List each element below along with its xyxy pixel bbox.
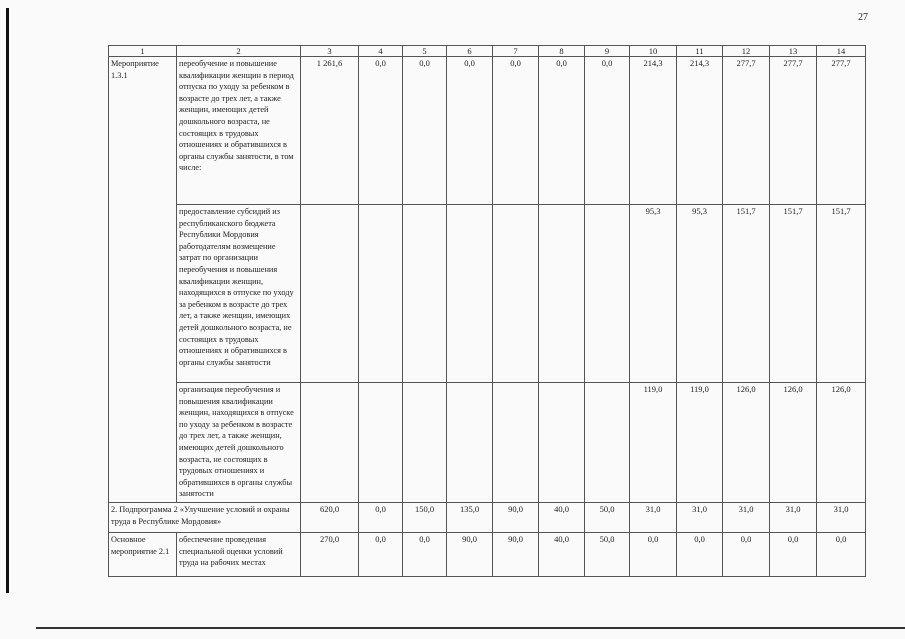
col-header: 4 <box>359 46 403 57</box>
col-header: 8 <box>539 46 585 57</box>
row-description: обеспечение проведения специальной оценки условий труда на рабочих местах <box>177 533 301 577</box>
value-cell <box>493 383 539 503</box>
value-cell: 31,0 <box>677 503 723 533</box>
row-description: переобучение и повышение квалификации женщин в период отпуска по уходу за ребенком в возрасте до трех лет, а также женщин, имеющих детей дошкольного возраста, не состоящих в трудовых отношениях и обратившихся в органы службы занятости, в том числе: <box>177 57 301 205</box>
value-cell: 0,0 <box>403 533 447 577</box>
value-cell <box>539 205 585 383</box>
table-row <box>109 57 866 205</box>
value-cell: 1 261,6 <box>301 57 359 205</box>
value-cell: 0,0 <box>723 533 770 577</box>
table-row <box>109 503 866 533</box>
table-row <box>109 383 866 503</box>
value-cell: 31,0 <box>723 503 770 533</box>
value-cell: 0,0 <box>539 57 585 205</box>
col-header: 9 <box>585 46 630 57</box>
value-cell: 31,0 <box>630 503 677 533</box>
row-label: Основное мероприятие 2.1 <box>109 533 177 577</box>
value-cell <box>493 205 539 383</box>
row-description: предоставление субсидий из республиканского бюджета Республики Мордовия работодателям возмещение затрат по организации переобучения и повышения квалификации женщин, находящихся в отпуске по уходу за ребенком в возрасте до трех лет, а также женщин, имеющих детей дошкольного возраста, не состоящих в трудовых отношениях и обратившихся в органы службы занятости <box>177 205 301 383</box>
value-cell <box>301 205 359 383</box>
value-cell: 90,0 <box>447 533 493 577</box>
value-cell: 40,0 <box>539 503 585 533</box>
value-cell: 0,0 <box>493 57 539 205</box>
page-number: 27 <box>858 12 868 23</box>
value-cell: 31,0 <box>770 503 817 533</box>
header-row <box>109 46 866 57</box>
value-cell: 0,0 <box>630 533 677 577</box>
col-header: 12 <box>723 46 770 57</box>
row-label: Мероприятие 1.3.1 <box>109 57 177 503</box>
budget-table <box>108 45 866 577</box>
value-cell: 277,7 <box>770 57 817 205</box>
col-header: 11 <box>677 46 723 57</box>
col-header: 5 <box>403 46 447 57</box>
col-header: 6 <box>447 46 493 57</box>
bottom-rule <box>36 627 905 629</box>
table-row <box>109 205 866 383</box>
value-cell: 0,0 <box>359 57 403 205</box>
value-cell: 620,0 <box>301 503 359 533</box>
col-header: 3 <box>301 46 359 57</box>
table-row <box>109 533 866 577</box>
value-cell: 95,3 <box>630 205 677 383</box>
value-cell: 126,0 <box>817 383 866 503</box>
value-cell: 151,7 <box>723 205 770 383</box>
col-header: 2 <box>177 46 301 57</box>
value-cell <box>585 383 630 503</box>
binding-edge <box>6 8 9 593</box>
value-cell: 151,7 <box>817 205 866 383</box>
value-cell: 0,0 <box>359 503 403 533</box>
value-cell <box>585 205 630 383</box>
col-header: 10 <box>630 46 677 57</box>
row-description: организация переобучения и повышения квалификации женщин, находящихся в отпуске по уходу за ребенком в возрасте до трех лет, а также женщин, имеющих детей дошкольного возраста, не состоящих в трудовых отношениях и обратившихся в органы службы занятости <box>177 383 301 503</box>
value-cell: 0,0 <box>677 533 723 577</box>
value-cell <box>301 383 359 503</box>
value-cell: 40,0 <box>539 533 585 577</box>
value-cell <box>359 205 403 383</box>
value-cell: 126,0 <box>770 383 817 503</box>
value-cell: 277,7 <box>817 57 866 205</box>
value-cell: 50,0 <box>585 503 630 533</box>
col-header: 13 <box>770 46 817 57</box>
value-cell: 214,3 <box>630 57 677 205</box>
value-cell: 119,0 <box>677 383 723 503</box>
value-cell <box>403 383 447 503</box>
value-cell: 90,0 <box>493 503 539 533</box>
value-cell <box>539 383 585 503</box>
value-cell: 119,0 <box>630 383 677 503</box>
value-cell <box>447 383 493 503</box>
value-cell: 90,0 <box>493 533 539 577</box>
value-cell: 151,7 <box>770 205 817 383</box>
col-header: 7 <box>493 46 539 57</box>
value-cell: 95,3 <box>677 205 723 383</box>
value-cell: 50,0 <box>585 533 630 577</box>
value-cell <box>403 205 447 383</box>
subprogram-title: 2. Подпрограмма 2 «Улучшение условий и охраны труда в Республике Мордовия» <box>109 503 301 533</box>
value-cell <box>359 383 403 503</box>
value-cell: 277,7 <box>723 57 770 205</box>
value-cell: 135,0 <box>447 503 493 533</box>
value-cell: 150,0 <box>403 503 447 533</box>
value-cell: 0,0 <box>817 533 866 577</box>
value-cell <box>447 205 493 383</box>
value-cell: 0,0 <box>359 533 403 577</box>
col-header: 14 <box>817 46 866 57</box>
value-cell: 126,0 <box>723 383 770 503</box>
value-cell: 0,0 <box>447 57 493 205</box>
value-cell: 214,3 <box>677 57 723 205</box>
value-cell: 0,0 <box>770 533 817 577</box>
value-cell: 0,0 <box>585 57 630 205</box>
value-cell: 0,0 <box>403 57 447 205</box>
value-cell: 31,0 <box>817 503 866 533</box>
col-header: 1 <box>109 46 177 57</box>
value-cell: 270,0 <box>301 533 359 577</box>
